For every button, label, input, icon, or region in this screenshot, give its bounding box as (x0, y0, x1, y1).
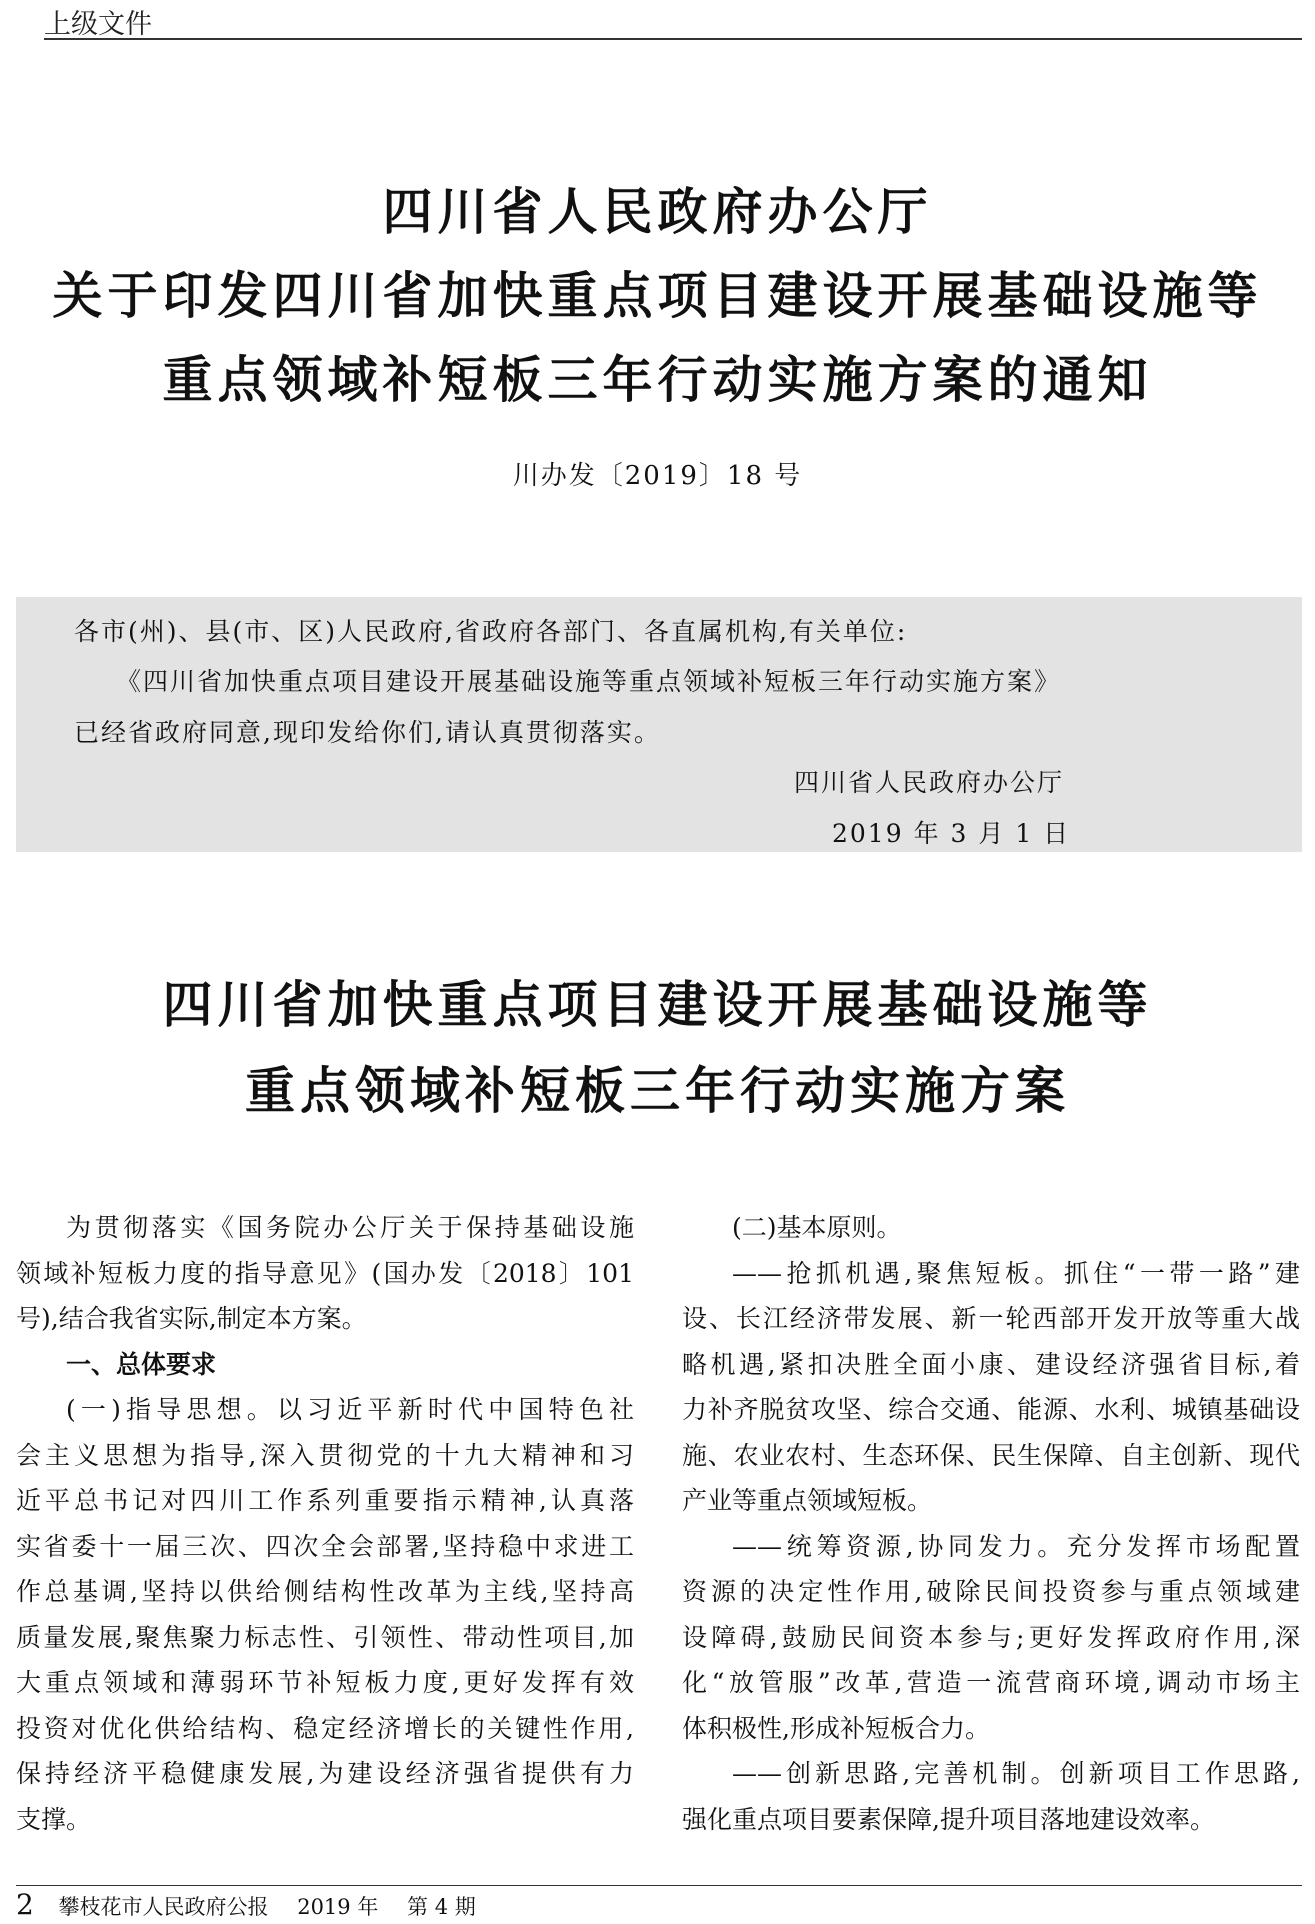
plan-title (0, 962, 1315, 1134)
text-line: 号),结合我省实际,制定本方案。 (16, 1304, 367, 1333)
section-heading: 一、总体要求 (66, 1349, 217, 1379)
section-label: 上级文件 (44, 9, 152, 40)
text-line: ——抢抓机遇,聚焦短板。抓住“一带一路”建 (732, 1258, 1300, 1288)
notice-signature: 四川省人民政府办公厅 (794, 768, 1065, 797)
text-line: (一)指导思想。以习近平新时代中国特色社 (66, 1395, 634, 1424)
publication-year: 2019 年 (297, 1895, 379, 1919)
notice-title (0, 170, 1315, 422)
text-line: 大重点领域和薄弱环节补短板力度,更好发挥有效 (16, 1668, 634, 1697)
plan-title-line: 重点领域补短板三年行动实施方案 (245, 1061, 1070, 1120)
notice-title-line: 关于印发四川省加快重点项目建设开展基础设施等 (52, 266, 1263, 325)
text-line: 实省委十一届三次、四次全会部署,坚持稳中求进工 (16, 1531, 634, 1561)
text-line: 质量发展,聚焦聚力标志性、引领性、带动性项目,加 (16, 1622, 634, 1652)
document-number: 川办发〔2019〕18 号 (512, 461, 803, 491)
page-number: 2 (16, 1888, 34, 1921)
text-line: 设障碍,鼓励民间资本参与;更好发挥政府作用,深 (682, 1622, 1300, 1652)
left-column (16, 1205, 634, 1842)
notice-title-line: 四川省人民政府办公厅 (382, 182, 933, 241)
text-line: 近平总书记对四川工作系列重要指示精神,认真落 (16, 1486, 634, 1515)
text-line: (二)基本原则。 (732, 1213, 902, 1242)
text-line: ——统筹资源,协同发力。充分发挥市场配置 (732, 1531, 1300, 1561)
text-line: 强化重点项目要素保障,提升项目落地建设效率。 (682, 1804, 1215, 1834)
notice-date: 2019 年 3 月 1 日 (832, 819, 1071, 848)
footer-divider (16, 1885, 1302, 1886)
text-line: 资源的决定性作用,破除民间投资参与重点领域建 (682, 1577, 1300, 1606)
text-line: 施、农业农村、生态环保、民生保障、自主创新、现代 (682, 1440, 1300, 1470)
text-line: 支撑。 (16, 1804, 92, 1834)
notice-body-box (16, 597, 1302, 852)
text-line: 化“放管服”改革,营造一流营商环境,调动市场主 (682, 1668, 1300, 1697)
publication-issue: 第 4 期 (407, 1895, 476, 1919)
publication-name: 攀枝花市人民政府公报 (58, 1895, 269, 1919)
notice-title-line: 重点领域补短板三年行动实施方案的通知 (162, 350, 1153, 409)
text-line: ——创新思路,完善机制。创新项目工作思路, (732, 1759, 1300, 1788)
text-line: 力补齐脱贫攻坚、综合交通、能源、水利、城镇基础设 (682, 1395, 1300, 1424)
text-line: 体积极性,形成补短板合力。 (682, 1713, 990, 1743)
text-line: 保持经济平稳健康发展,为建设经济强省提供有力 (16, 1759, 634, 1788)
header-divider (44, 38, 1302, 40)
text-line: 设、长江经济带发展、新一轮西部开发开放等重大战 (682, 1304, 1300, 1333)
text-line: 产业等重点领域短板。 (682, 1486, 933, 1515)
text-line: 领域补短板力度的指导意见》(国办发〔2018〕101 (16, 1258, 634, 1288)
text-line: 作总基调,坚持以供给侧结构性改革为主线,坚持高 (16, 1577, 634, 1606)
text-line: 略机遇,紧扣决胜全面小康、建设经济强省目标,着 (682, 1349, 1300, 1379)
page-footer (16, 1888, 498, 1921)
text-line: 投资对优化供给结构、稳定经济增长的关键性作用, (16, 1713, 634, 1743)
right-column (682, 1205, 1300, 1842)
text-line: 会主义思想为指导,深入贯彻党的十九大精神和习 (16, 1440, 634, 1470)
notice-body-line: 《四川省加快重点项目建设开展基础设施等重点领域补短板三年行动实施方案》 (116, 667, 1062, 696)
plan-title-line: 四川省加快重点项目建设开展基础设施等 (162, 975, 1153, 1034)
text-line: 为贯彻落实《国务院办公厅关于保持基础设施 (66, 1213, 634, 1242)
notice-body-line: 已经省政府同意,现印发给你们,请认真贯彻落实。 (74, 718, 661, 747)
notice-addressee: 各市(州)、县(市、区)人民政府,省政府各部门、各直属机构,有关单位: (74, 617, 908, 646)
